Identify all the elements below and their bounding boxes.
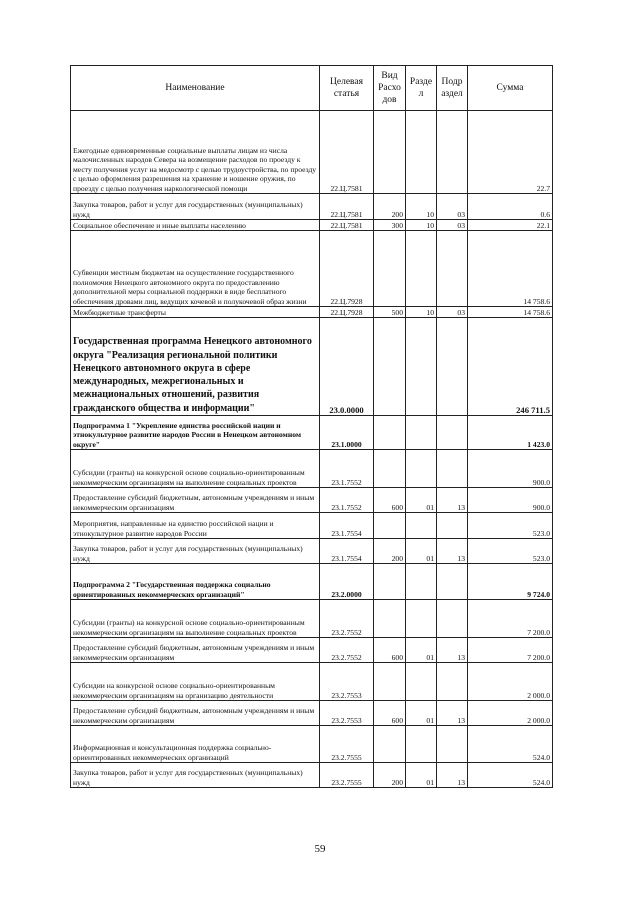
row-section: 01 <box>406 638 437 663</box>
row-section: 01 <box>406 488 437 513</box>
header-name: Наименование <box>71 66 320 111</box>
row-sum: 14 758.6 <box>468 307 553 318</box>
row-subsection <box>437 111 468 194</box>
row-article: 23.1.7552 <box>320 450 374 488</box>
row-article: 23.1.7554 <box>320 539 374 564</box>
row-type <box>374 564 406 600</box>
row-sum: 2 000.0 <box>468 701 553 726</box>
row-subsection <box>437 600 468 638</box>
row-article: 23.2.7552 <box>320 600 374 638</box>
row-type: 600 <box>374 701 406 726</box>
row-subsection: 13 <box>437 701 468 726</box>
row-type <box>374 231 406 307</box>
table-row <box>71 450 553 488</box>
row-article: 23.1.7554 <box>320 513 374 539</box>
row-article: 23.0.0000 <box>320 318 374 416</box>
row-subsection <box>437 450 468 488</box>
row-type: 200 <box>374 194 406 220</box>
table-row <box>71 513 553 539</box>
row-article: 23.1.7552 <box>320 488 374 513</box>
table-row <box>71 307 553 318</box>
row-type: 500 <box>374 307 406 318</box>
row-section: 10 <box>406 307 437 318</box>
row-article: 23.2.7555 <box>320 763 374 788</box>
row-sum: 9 724.0 <box>468 564 553 600</box>
row-type: 600 <box>374 488 406 513</box>
row-sum: 900.0 <box>468 488 553 513</box>
row-name: Предоставление субсидий бюджетным, автономным учреждениям и иным некоммерческим организациям <box>71 638 320 663</box>
header-expense-type: Вид Расхо дов <box>374 66 406 111</box>
row-subsection <box>437 231 468 307</box>
row-article: 23.2.7553 <box>320 663 374 701</box>
table-row <box>71 318 553 416</box>
row-section: 01 <box>406 539 437 564</box>
row-section: 01 <box>406 701 437 726</box>
table-row <box>71 111 553 194</box>
row-type: 300 <box>374 220 406 231</box>
table-row <box>71 701 553 726</box>
table-row <box>71 763 553 788</box>
row-section: 01 <box>406 763 437 788</box>
row-subsection: 13 <box>437 638 468 663</box>
row-type <box>374 111 406 194</box>
row-name: Подпрограмма 2 "Государственная поддержка социально ориентированных некоммерческих организаций" <box>71 564 320 600</box>
row-article: 23.2.0000 <box>320 564 374 600</box>
header-sum: Сумма <box>468 66 553 111</box>
row-sum: 523.0 <box>468 513 553 539</box>
table-row <box>71 416 553 450</box>
row-subsection <box>437 663 468 701</box>
row-sum: 523.0 <box>468 539 553 564</box>
row-sum: 22.1 <box>468 220 553 231</box>
row-type <box>374 318 406 416</box>
row-subsection: 13 <box>437 539 468 564</box>
row-article: 22.Ц.7928 <box>320 307 374 318</box>
row-sum: 1 423.0 <box>468 416 553 450</box>
row-name: Субсидии (гранты) на конкурсной основе социально-ориентированным некоммерческим организациям на выполнение социальных проектов <box>71 600 320 638</box>
row-article: 23.2.7552 <box>320 638 374 663</box>
row-type: 200 <box>374 539 406 564</box>
row-subsection <box>437 726 468 763</box>
header-section: Разде л <box>406 66 437 111</box>
row-name: Государственная программа Ненецкого автономного округа "Реализация региональной политики Ненецкого автономного округа в сфере международных, межрегиональных и межнациональных отношений, развития гражданского общества и информации" <box>71 318 320 416</box>
row-sum: 0.6 <box>468 194 553 220</box>
row-subsection <box>437 318 468 416</box>
row-type <box>374 416 406 450</box>
row-name: Информационная и консультационная поддержка социально-ориентированных некоммерческих организаций <box>71 726 320 763</box>
table-row <box>71 600 553 638</box>
row-subsection: 13 <box>437 488 468 513</box>
table-row <box>71 488 553 513</box>
row-type <box>374 513 406 539</box>
table-row <box>71 220 553 231</box>
row-type: 600 <box>374 638 406 663</box>
header-subsection: Подр аздел <box>437 66 468 111</box>
row-article: 23.2.7553 <box>320 701 374 726</box>
row-section <box>406 450 437 488</box>
row-name: Субсидии на конкурсной основе социально-ориентированным некоммерческим организациям на организацию деятельности <box>71 663 320 701</box>
row-type <box>374 450 406 488</box>
row-article: 23.1.0000 <box>320 416 374 450</box>
row-sum: 14 758.6 <box>468 231 553 307</box>
row-sum: 2 000.0 <box>468 663 553 701</box>
row-subsection: 03 <box>437 307 468 318</box>
row-subsection: 03 <box>437 220 468 231</box>
row-name: Социальное обеспечение и иные выплаты населению <box>71 220 320 231</box>
row-subsection: 03 <box>437 194 468 220</box>
row-subsection: 13 <box>437 763 468 788</box>
row-article: 23.2.7555 <box>320 726 374 763</box>
row-section <box>406 318 437 416</box>
table-header-row <box>71 66 553 111</box>
row-article: 22.Ц.7581 <box>320 220 374 231</box>
table-row <box>71 539 553 564</box>
row-name: Закупка товаров, работ и услуг для государственных (муниципальных) нужд <box>71 539 320 564</box>
row-sum: 524.0 <box>468 726 553 763</box>
row-sum: 246 711.5 <box>468 318 553 416</box>
table-row <box>71 564 553 600</box>
row-article: 22.Ц.7928 <box>320 231 374 307</box>
row-section <box>406 111 437 194</box>
row-name: Закупка товаров, работ и услуг для государственных (муниципальных) нужд <box>71 763 320 788</box>
row-name: Субсидии (гранты) на конкурсной основе социально-ориентированным некоммерческим организациям на выполнение социальных проектов <box>71 450 320 488</box>
row-sum: 524.0 <box>468 763 553 788</box>
table-row <box>71 231 553 307</box>
table-row <box>71 638 553 663</box>
row-section <box>406 663 437 701</box>
row-article: 22.Ц.7581 <box>320 194 374 220</box>
row-subsection <box>437 564 468 600</box>
budget-table <box>70 65 553 788</box>
row-section <box>406 600 437 638</box>
row-name: Мероприятия, направленные на единство российской нации и этнокультурное развитие народов России <box>71 513 320 539</box>
table-row <box>71 663 553 701</box>
row-name: Ежегодные единовременные социальные выплаты лицам из числа малочисленных народов Севера на возмещение расходов по проезду к месту получения услуг на медосмотр с целью трудоустройства, по проезду с целью оформления разрешения на хранение и ношение оружия, по проезду с целью получения наркологической помощи <box>71 111 320 194</box>
row-section <box>406 564 437 600</box>
row-name: Предоставление субсидий бюджетным, автономным учреждениям и иным некоммерческим организациям <box>71 488 320 513</box>
row-name: Межбюджетные трансферты <box>71 307 320 318</box>
row-sum: 900.0 <box>468 450 553 488</box>
row-name: Субвенции местным бюджетам на осуществление государственного полномочия Ненецкого автономного округа по предоставлению дополнительной меры социальной поддержки в виде бесплатного обеспечения дровами лиц, ведущих кочевой и полукочевой образ жизни <box>71 231 320 307</box>
row-section <box>406 231 437 307</box>
row-article: 22.Ц.7581 <box>320 111 374 194</box>
table-row <box>71 726 553 763</box>
table-row <box>71 194 553 220</box>
row-name: Закупка товаров, работ и услуг для государственных (муниципальных) нужд <box>71 194 320 220</box>
row-type <box>374 600 406 638</box>
row-sum: 22.7 <box>468 111 553 194</box>
row-subsection <box>437 513 468 539</box>
page-number: 59 <box>314 843 326 855</box>
row-type: 200 <box>374 763 406 788</box>
row-section <box>406 726 437 763</box>
row-subsection <box>437 416 468 450</box>
row-section <box>406 513 437 539</box>
row-section: 10 <box>406 220 437 231</box>
row-name: Предоставление субсидий бюджетным, автономным учреждениям и иным некоммерческим организациям <box>71 701 320 726</box>
row-sum: 7 200.0 <box>468 600 553 638</box>
row-section <box>406 416 437 450</box>
row-name: Подпрограмма 1 "Укрепление единства российской нации и этнокультурное развитие народов России в Ненецком автономном округе" <box>71 416 320 450</box>
header-article: Целевая статья <box>320 66 374 111</box>
row-type <box>374 663 406 701</box>
row-sum: 7 200.0 <box>468 638 553 663</box>
row-type <box>374 726 406 763</box>
row-section: 10 <box>406 194 437 220</box>
